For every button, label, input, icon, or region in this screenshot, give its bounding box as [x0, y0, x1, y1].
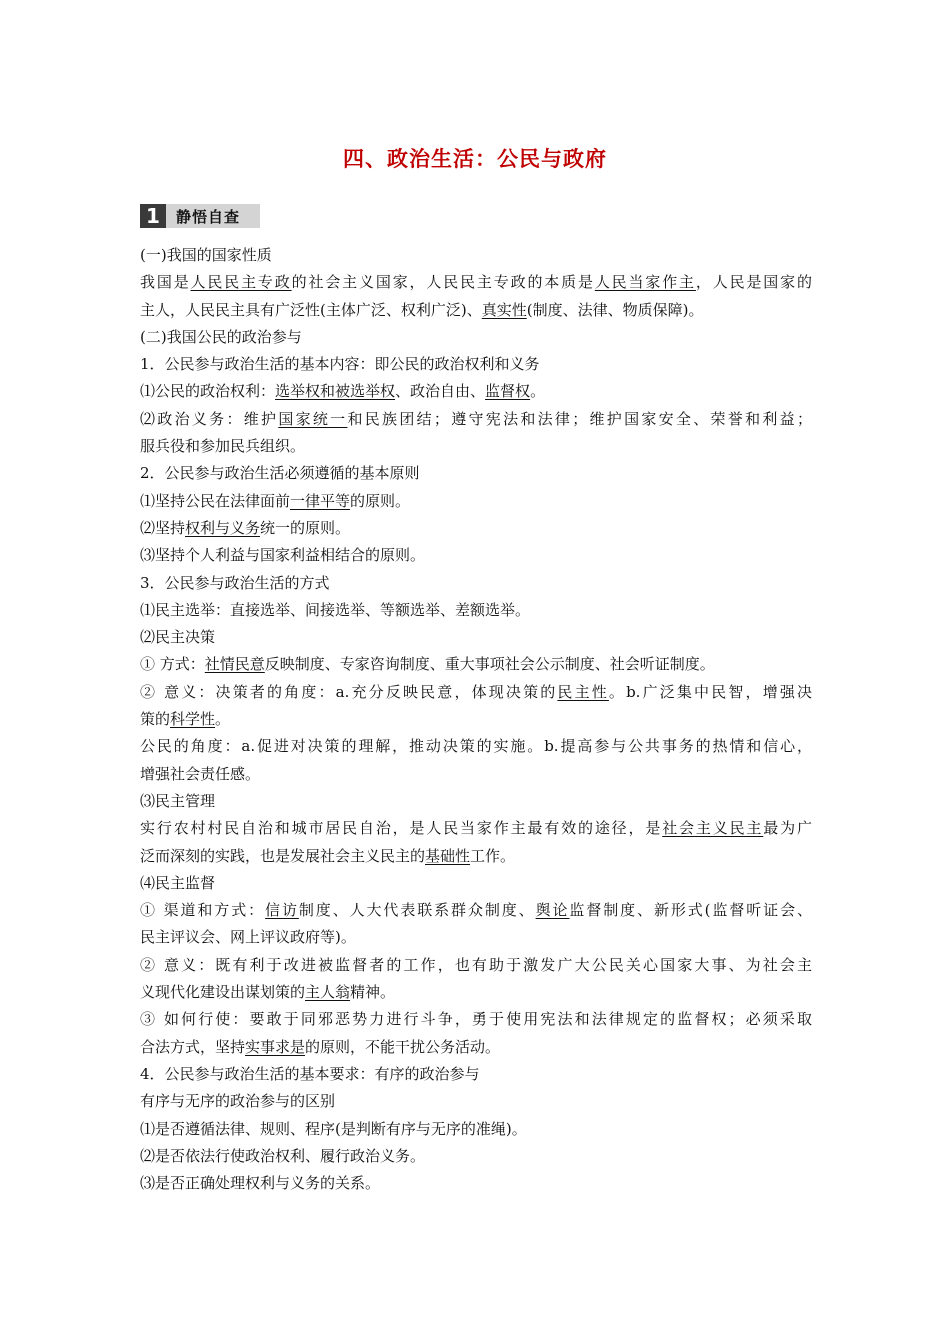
- text-segment: ⑵政治义务：维护: [140, 409, 279, 428]
- text-line: [140, 679, 812, 706]
- text-segment: 4．公民参与政治生活的基本要求：有序的政治参与: [140, 1064, 480, 1083]
- page-title: 四、政治生活：公民与政府: [343, 147, 607, 171]
- text-segment: 精神。: [350, 983, 396, 1002]
- text-segment: 的社会主义国家，人民民主专政的本质是: [291, 273, 595, 292]
- text-segment: 策的: [140, 710, 171, 729]
- underlined-key-term: 民主性: [557, 682, 609, 701]
- text-segment: ⑵是否依法行使政治权利、履行政治义务。: [140, 1146, 426, 1165]
- underlined-key-term: 真实性: [481, 300, 527, 319]
- text-segment: 的原则，不能干扰公务活动。: [305, 1037, 501, 1056]
- text-segment: ⑴民主选举：直接选举、间接选举、等额选举、差额选举。: [140, 600, 531, 619]
- text-segment: 1．公民参与政治生活的基本内容：即公民的政治权利和义务: [140, 355, 540, 374]
- text-line: [140, 515, 812, 542]
- text-segment: 2．公民参与政治生活必须遵循的基本原则: [140, 464, 420, 483]
- text-line: [140, 433, 812, 460]
- text-segment: 有序与无序的政治参与的区别: [140, 1092, 336, 1111]
- text-segment: 泛而深刻的实践，也是发展社会主义民主的: [140, 846, 426, 865]
- text-segment: 统一的原则。: [260, 518, 351, 537]
- text-line: [140, 1034, 812, 1061]
- text-line: [140, 460, 812, 487]
- text-segment: 、政治自由、: [395, 382, 486, 401]
- text-line: [140, 624, 812, 651]
- underlined-key-term: 人民当家作主: [594, 273, 696, 292]
- underlined-key-term: 社情民意: [204, 655, 265, 674]
- text-segment: 。: [530, 382, 546, 401]
- text-segment: ⑴公民的政治权利：: [140, 382, 276, 401]
- underlined-key-term: 一律平等: [290, 491, 351, 510]
- text-segment: 主人，人民民主具有广泛性(主体广泛、权利广泛)、: [140, 300, 482, 319]
- text-segment: (制度、法律、物质保障)。: [526, 300, 704, 319]
- text-segment: ③ 如何行使：要敢于同邪恶势力进行斗争，勇于使用宪法和法律规定的监督权；必须采取: [140, 1010, 812, 1029]
- underlined-key-term: 主人翁: [305, 983, 351, 1002]
- text-segment: 制度、人大代表联系群众制度、: [298, 901, 536, 920]
- text-line: [140, 242, 812, 269]
- text-line: [140, 1088, 812, 1115]
- underlined-key-term: 社会主义民主: [662, 819, 764, 838]
- text-segment: ⑶坚持个人利益与国家利益相结合的原则。: [140, 546, 426, 565]
- body-text: [140, 242, 812, 1197]
- text-line: [140, 324, 812, 351]
- text-line: [140, 351, 812, 378]
- text-segment: 增强社会责任感。: [140, 764, 261, 783]
- text-segment: 我国是: [140, 273, 191, 292]
- text-line: [140, 897, 812, 924]
- text-segment: 公民的角度：a.促进对决策的理解，推动决策的实施。b.提高参与公共事务的热情和信心，: [140, 737, 812, 756]
- section-number-badge: 1: [140, 204, 166, 228]
- text-segment: ⑵坚持: [140, 518, 186, 537]
- text-segment: 。b.广泛集中民智，增强决: [608, 682, 813, 701]
- text-segment: 义现代化建设出谋划策的: [140, 983, 306, 1002]
- text-line: [140, 651, 812, 678]
- underlined-key-term: 国家统一: [278, 409, 348, 428]
- section-label: 静悟自查: [176, 207, 241, 226]
- text-line: [140, 1170, 812, 1197]
- text-segment: 合法方式，坚持: [140, 1037, 246, 1056]
- text-segment: ⑴坚持公民在法律面前: [140, 491, 291, 510]
- text-segment: ⑴是否遵循法律、规则、程序(是判断有序与无序的准绳)。: [140, 1119, 527, 1138]
- text-segment: 最为广: [763, 819, 812, 838]
- text-line: [140, 815, 812, 842]
- text-segment: ① 渠道和方式：: [140, 901, 266, 920]
- text-segment: ⑵民主决策: [140, 628, 216, 647]
- text-line: [140, 269, 812, 296]
- text-segment: (二)我国公民的政治参与: [140, 327, 302, 346]
- text-segment: 的原则。: [350, 491, 411, 510]
- underlined-key-term: 人民民主专政: [190, 273, 292, 292]
- text-line: [140, 488, 812, 515]
- underlined-key-term: 选举权和被选举权: [275, 382, 396, 401]
- underlined-key-term: 信访: [265, 901, 299, 920]
- text-segment: 。: [215, 710, 231, 729]
- text-segment: ，人民是国家的: [695, 273, 812, 292]
- text-line: [140, 297, 812, 324]
- section-header: [140, 204, 260, 228]
- text-segment: 民主评议会、网上评议政府等)。: [140, 928, 356, 947]
- underlined-key-term: 舆论: [535, 901, 570, 920]
- text-line: [140, 733, 812, 760]
- text-line: [140, 406, 812, 433]
- text-line: [140, 570, 812, 597]
- text-segment: 3．公民参与政治生活的方式: [140, 573, 330, 592]
- text-line: [140, 952, 812, 979]
- underlined-key-term: 权利与义务: [185, 518, 261, 537]
- text-segment: ① 方式：: [140, 655, 205, 674]
- text-segment: (一)我国的国家性质: [140, 246, 272, 264]
- text-segment: 和民族团结；遵守宪法和法律；维护国家安全、荣誉和利益；: [347, 409, 812, 428]
- text-segment: 监督制度、新形式(监督听证会、: [569, 901, 812, 920]
- text-line: [140, 924, 812, 951]
- text-line: [140, 761, 812, 788]
- text-segment: 反映制度、专家咨询制度、重大事项社会公示制度、社会听证制度。: [264, 655, 715, 674]
- text-line: [140, 706, 812, 733]
- underlined-key-term: 监督权: [485, 382, 531, 401]
- text-line: [140, 1061, 812, 1088]
- text-line: [140, 378, 812, 405]
- text-segment: ⑶民主管理: [140, 791, 216, 810]
- text-line: [140, 597, 812, 624]
- text-line: [140, 542, 812, 569]
- text-segment: ② 意义：既有利于改进被监督者的工作，也有助于激发广大公民关心国家大事、为社会主: [140, 955, 812, 974]
- underlined-key-term: 实事求是: [245, 1037, 306, 1056]
- text-line: [140, 1006, 812, 1033]
- underlined-key-term: 基础性: [425, 846, 471, 865]
- text-segment: ⑷民主监督: [140, 873, 216, 892]
- text-line: [140, 1143, 812, 1170]
- text-line: [140, 979, 812, 1006]
- text-segment: 服兵役和参加民兵组织。: [140, 437, 306, 456]
- text-segment: 工作。: [470, 846, 516, 865]
- underlined-key-term: 科学性: [170, 710, 216, 729]
- text-line: [140, 1116, 812, 1143]
- text-line: [140, 870, 812, 897]
- text-segment: ② 意义：决策者的角度：a.充分反映民意，体现决策的: [140, 682, 558, 701]
- text-line: [140, 788, 812, 815]
- text-segment: 实行农村村民自治和城市居民自治，是人民当家作主最有效的途径，是: [140, 819, 663, 838]
- text-line: [140, 843, 812, 870]
- text-segment: ⑶是否正确处理权利与义务的关系。: [140, 1174, 381, 1193]
